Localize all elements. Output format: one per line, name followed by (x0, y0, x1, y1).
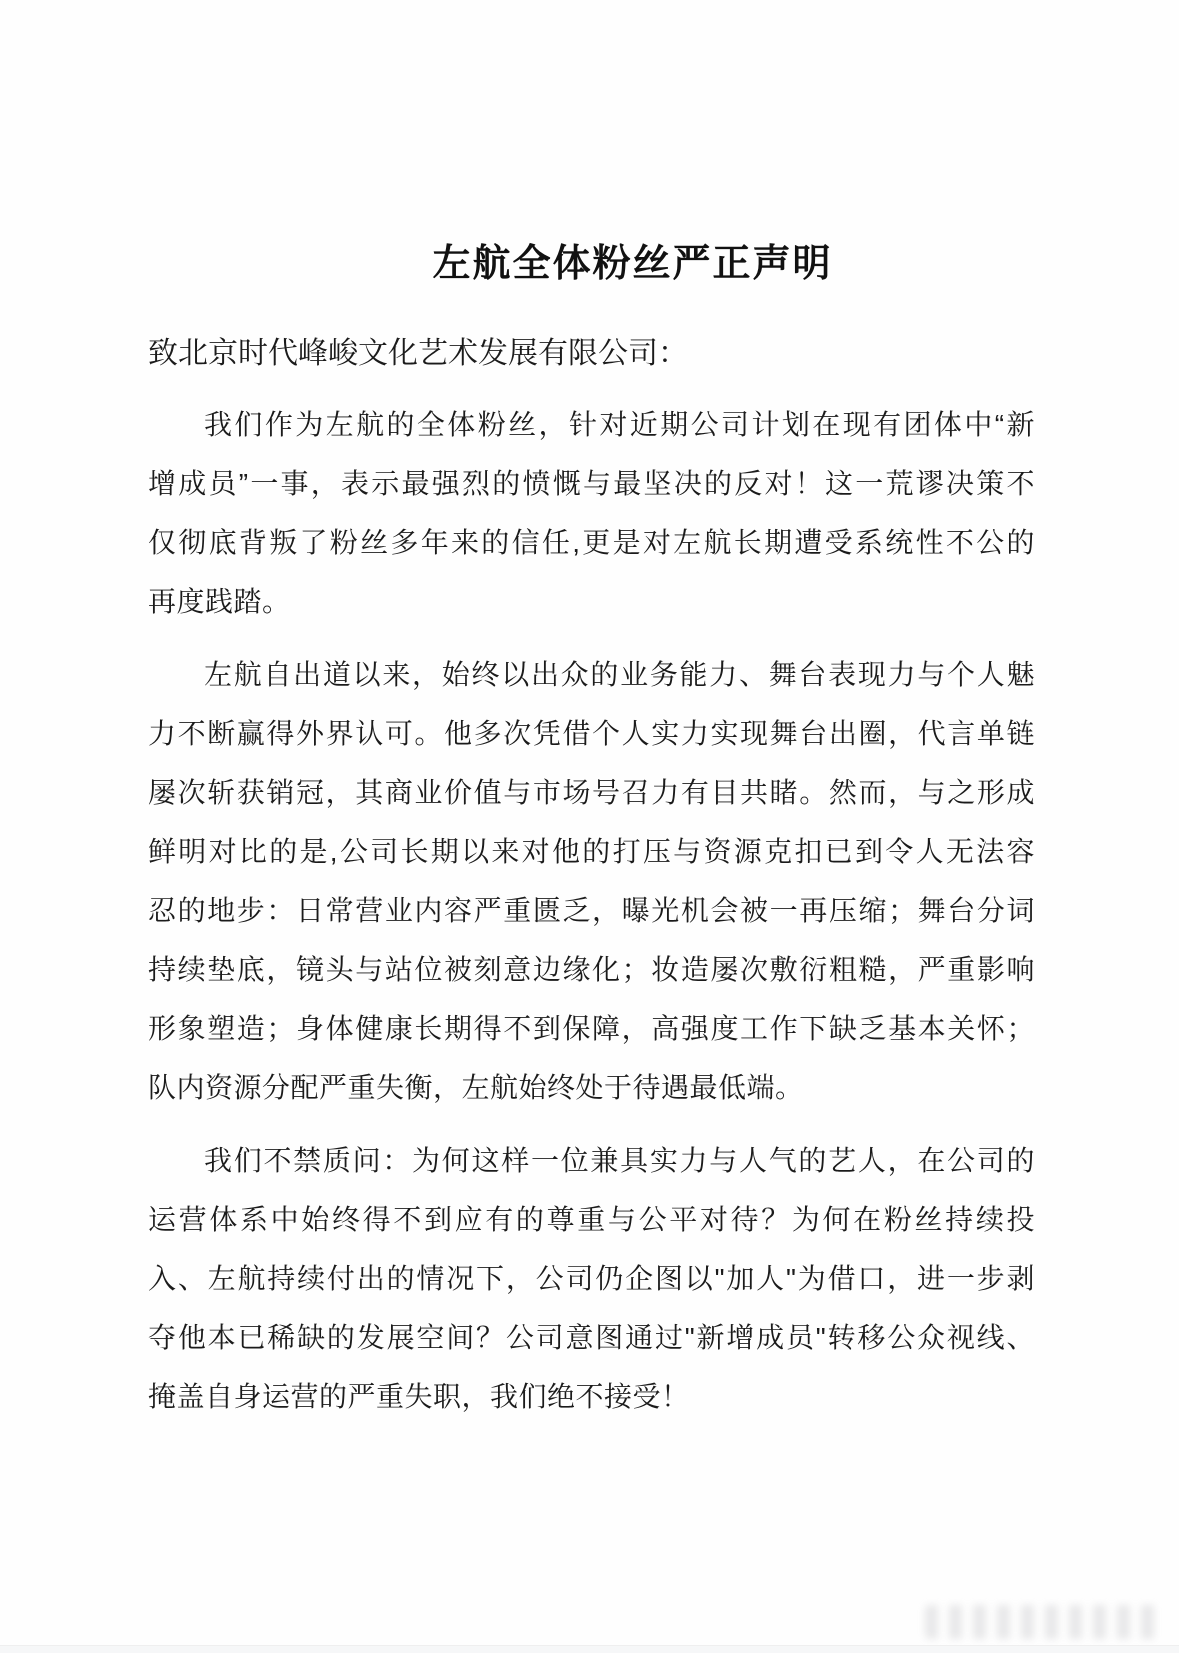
statement-body (148, 395, 1035, 1426)
paragraph-line: 仅彻底背叛了粉丝多年来的信任,更是对左航长期遭受系统性不公的 (148, 527, 1035, 558)
paragraph-line: 左航自出道以来，始终以出众的业务能力、舞台表现力与个人魅 (204, 659, 1035, 690)
paragraph-line: 力不断赢得外界认可。他多次凭借个人实力实现舞台出圈，代言单链 (148, 718, 1035, 749)
paragraph-line: 形象塑造；身体健康长期得不到保障，高强度工作下缺乏基本关怀； (148, 1013, 1035, 1044)
paragraph-line: 运营体系中始终得不到应有的尊重与公平对待？为何在粉丝持续投 (148, 1204, 1035, 1235)
paragraph-line: 掩盖自身运营的严重失职，我们绝不接受！ (148, 1381, 690, 1412)
paragraph-line: 持续垫底，镜头与站位被刻意边缘化；妆造屡次敷衍粗糙，严重影响 (148, 954, 1035, 985)
statement-title: 左航全体粉丝严正声明 (432, 243, 833, 285)
watermark (925, 1605, 1157, 1639)
paragraph-line: 忍的地步：日常营业内容严重匮乏，曝光机会被一再压缩；舞台分词 (148, 895, 1035, 926)
paragraph-line: 入、左航持续付出的情况下，公司仍企图以"加人"为借口，进一步剥 (148, 1263, 1035, 1294)
paragraph-line: 队内资源分配严重失衡，左航始终处于待遇最低端。 (148, 1072, 804, 1103)
paragraph-line: 再度践踏。 (148, 586, 291, 617)
paragraph-line: 我们作为左航的全体粉丝，针对近期公司计划在现有团体中“新 (204, 409, 1035, 440)
paragraph (148, 645, 1035, 1117)
paragraph-line: 屡次斩获销冠，其商业价值与市场号召力有目共睹。然而，与之形成 (148, 777, 1035, 808)
paragraph-line: 我们不禁质问：为何这样一位兼具实力与人气的艺人，在公司的 (204, 1145, 1035, 1176)
paragraph-line: 增成员”一事，表示最强烈的愤慨与最坚决的反对！这一荒谬决策不 (148, 468, 1035, 499)
paragraph-line: 夺他本已稀缺的发展空间？公司意图通过"新增成员"转移公众视线、 (148, 1322, 1035, 1353)
paragraph-line: 鲜明对比的是,公司长期以来对他的打压与资源克扣已到令人无法容 (148, 836, 1035, 867)
paragraph (148, 1131, 1035, 1426)
page-bottom-edge (0, 1645, 1179, 1653)
salutation-line: 致北京时代峰峻文化艺术发展有限公司： (148, 337, 688, 370)
paragraph (148, 395, 1035, 631)
